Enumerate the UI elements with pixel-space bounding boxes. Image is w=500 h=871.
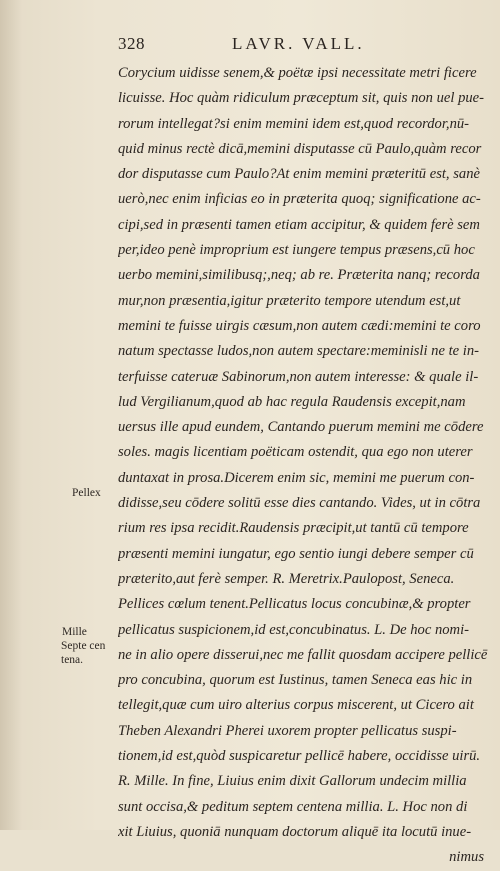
text-line: Corycium uidisse senem,& poëtæ ipsi necessitate metri ficere xyxy=(118,65,477,81)
text-line: præterito,aut ferè semper. R. Meretrix.Paulopost, Seneca. xyxy=(118,570,455,587)
running-title: LAVR. VALL. xyxy=(232,34,365,53)
main-text-block xyxy=(118,61,490,871)
page-number: 328 xyxy=(118,34,145,53)
text-line: nimus xyxy=(449,849,484,866)
text-line: pro concubina, quorum est Iustinus, tamen Seneca eas hic in xyxy=(118,672,473,689)
text-line: uersus ille apud eundem, Cantando puerum memini me cōdere xyxy=(118,419,484,436)
text-line: duntaxat in prosa.Dicerem enim sic, memini me puerum con- xyxy=(118,469,475,486)
text-line: uerbo memini,similibusq;,neq; ab re. Præterita nanq; recorda xyxy=(118,267,480,284)
text-line: rium res ipsa recidit.Raudensis præcipit,ut tantū cū tempore xyxy=(118,520,469,537)
text-line: cipi,sed in præsenti tamen etiam accipitur, & quidem ferè sem xyxy=(118,216,480,233)
text-line: sunt occisa,& peditum septem centena millia. L. Hoc non di xyxy=(118,798,468,815)
text-line: ne in alio opere disserui,nec me fallit quosdam accipere pellicē xyxy=(118,646,488,663)
text-line: dor disputasse cum Paulo?At enim memini præteritū est, sanè xyxy=(118,166,480,183)
margin-note-septe-cen: Septe cen xyxy=(61,640,106,652)
text-line: licuisse. Hoc quàm ridiculum præceptum sit, quis non uel pue- xyxy=(118,90,485,107)
page-header xyxy=(0,34,500,56)
text-line: soles. magis licentiam poëticam ostendit, qua ego non uterer xyxy=(118,444,473,461)
gutter-shadow xyxy=(0,0,22,830)
margin-note-mille: Mille xyxy=(62,626,87,638)
text-line: Pellices cœlum tenent.Pellicatus locus concubinæ,& propter xyxy=(118,596,471,613)
text-line: didisse,seu cōdere solitū esse dies cantando. Vides, ut in cōtra xyxy=(118,495,481,512)
text-line: quid minus rectè dicā,memini disputasse cū Paulo,quàm recor xyxy=(118,140,482,157)
text-line: xit Liuius, quoniā nunquam doctorum aliquē ita locutū inue- xyxy=(118,823,472,840)
text-line: pellicatus suspicionem,id est,concubinatus. L. De hoc nomi- xyxy=(118,621,470,638)
text-line: natum spectasse ludos,non autem spectare:meminisli ne te in- xyxy=(118,343,479,360)
margin-note-tena: tena. xyxy=(61,654,84,666)
text-line: terfuisse cateruæ Sabinorum,non autem interesse: & quale il- xyxy=(118,368,479,385)
text-line: lud Vergilianum,quod ab hac regula Raudensis excepit,nam xyxy=(118,393,466,410)
text-line: memini te fuisse uirgis cæsum,non autem cædi:memini te coro xyxy=(118,317,481,334)
text-line: mur,non præsentia,igitur præterito tempore utendum est,ut xyxy=(118,292,461,309)
text-line: Theben Alexandri Pherei uxorem propter pellicatus suspi- xyxy=(118,722,457,739)
text-line: rorum intellegat?si enim memini idem est,quod recordor,nū- xyxy=(118,115,470,132)
text-line: tionem,id est,quòd suspicaretur pellicē habere, occidisse uirū. xyxy=(118,748,481,765)
text-line: præsenti memini iungatur, ego sentio iungi debere semper cū xyxy=(118,545,474,562)
margin-note-pellex: Pellex xyxy=(72,487,101,499)
text-line: R. Mille. In fine, Liuius enim dixit Gallorum undecim millia xyxy=(118,773,467,790)
text-line: tellegit,quæ cum uiro alterius corpus miscerent, ut Cicero ait xyxy=(118,697,474,714)
text-line: per,ideo penè improprium est iungere tempus præsens,cū hoc xyxy=(118,242,475,259)
text-line: uerò,nec enim inficias eo in præterita quoq; significatione ac- xyxy=(118,191,481,208)
